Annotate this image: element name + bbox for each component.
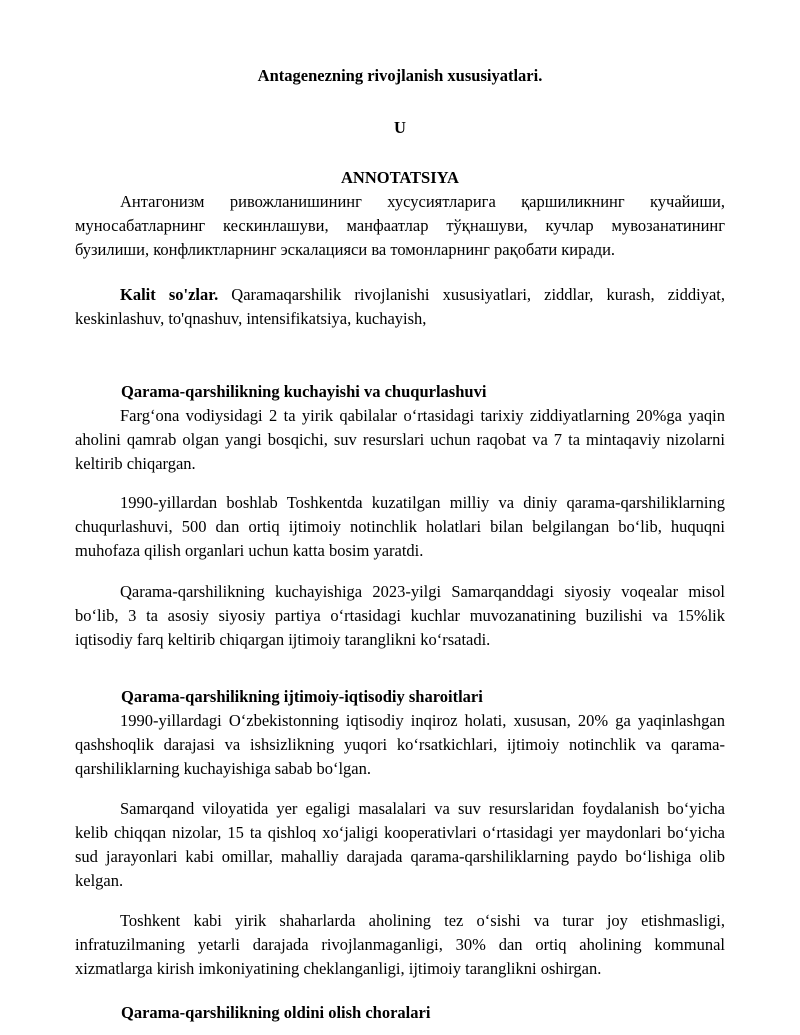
- section-heading-1: Qarama-qarshilikning kuchayishi va chuqurlashuvi: [121, 382, 487, 401]
- section-2-paragraph-2: Samarqand viloyatida yer egaligi masalalari va suv resurslaridan foydalanish bo‘yicha kelib chiqqan nizolar, 15 ta qishloq xo‘jaligi kooperativlari o‘rtasidagi yer maydonlari bo‘yicha sud jarayonlari kabi omillar, mahalliy darajada qarama-qarshiliklarning paydo bo‘lishiga olib kelgan.: [75, 799, 725, 890]
- annotation-text: Антагонизм ривожланишининг хусусиятларига қаршиликнинг кучайиши, муносабатларнинг кескинлашуви, манфаатлар тўқнашуви, кучлар мувозанатининг бузилиши, конфликтларнинг эскалацияси ва томонларнинг рақобати киради.: [75, 192, 725, 259]
- document-title: Antagenezning rivojlanish xususiyatlari.: [257, 66, 543, 85]
- keywords-paragraph: [75, 283, 725, 331]
- section-1-paragraph-1: Farg‘ona vodiysidagi 2 ta yirik qabilalar o‘rtasidagi tarixiy ziddiyatlarning 20%ga yaqin aholini qamrab olgan yangi bosqichi, suv resurslari uchun raqobat va 7 ta mintaqaviy nizolarni keltirib chiqargan.: [75, 406, 725, 473]
- author-initial: U: [394, 118, 406, 137]
- section-2-paragraph-3: Toshkent kabi yirik shaharlarda aholining tez o‘sishi va turar joy etishmasligi, infratuzilmaning yetarli darajada rivojlanmaganligi, 30% dan ortiq aholining kommunal xizmatlarga kirish imkoniyatining cheklanganligi, ijtimoiy taranglikni oshirgan.: [75, 911, 725, 978]
- section-heading-2: Qarama-qarshilikning ijtimoiy-iqtisodiy sharoitlari: [121, 687, 483, 706]
- section-heading-3: Qarama-qarshilikning oldini olish choralari: [121, 1003, 431, 1022]
- keywords-text: Qaramaqarshilik rivojlanishi xususiyatlari, ziddlar, kurash, ziddiyat, keskinlashuv, to'qnashuv, intensifikatsiya, kuchayish,: [75, 285, 725, 328]
- section-1-paragraph-3: Qarama-qarshilikning kuchayishiga 2023-yilgi Samarqanddagi siyosiy voqealar misol bo‘lib, 3 ta asosiy siyosiy partiya o‘rtasidagi kuchlar muvozanatining buzilishi va 15%lik iqtisodiy farq keltirib chiqargan ijtimoiy taranglikni ko‘rsatadi.: [75, 582, 725, 649]
- keywords-label: Kalit so'zlar.: [120, 285, 219, 304]
- section-2-paragraph-1: 1990-yillardagi O‘zbekistonning iqtisodiy inqiroz holati, xususan, 20% ga yaqinlashgan qashshoqlik darajasi va ishsizlikning yuqori ko‘rsatkichlari, ijtimoiy notinchlik va qarama-qarshiliklarning kuchayishiga sabab bo‘lgan.: [75, 711, 725, 778]
- annotation-heading: ANNOTATSIYA: [341, 168, 459, 187]
- section-1-paragraph-2: 1990-yillardan boshlab Toshkentda kuzatilgan milliy va diniy qarama-qarshiliklarning chuqurlashuvi, 500 dan ortiq ijtimoiy notinchlik holatlari bilan belgilangan bo‘lib, huquqni muhofaza qilish organlari uchun katta bosim yaratdi.: [75, 493, 725, 560]
